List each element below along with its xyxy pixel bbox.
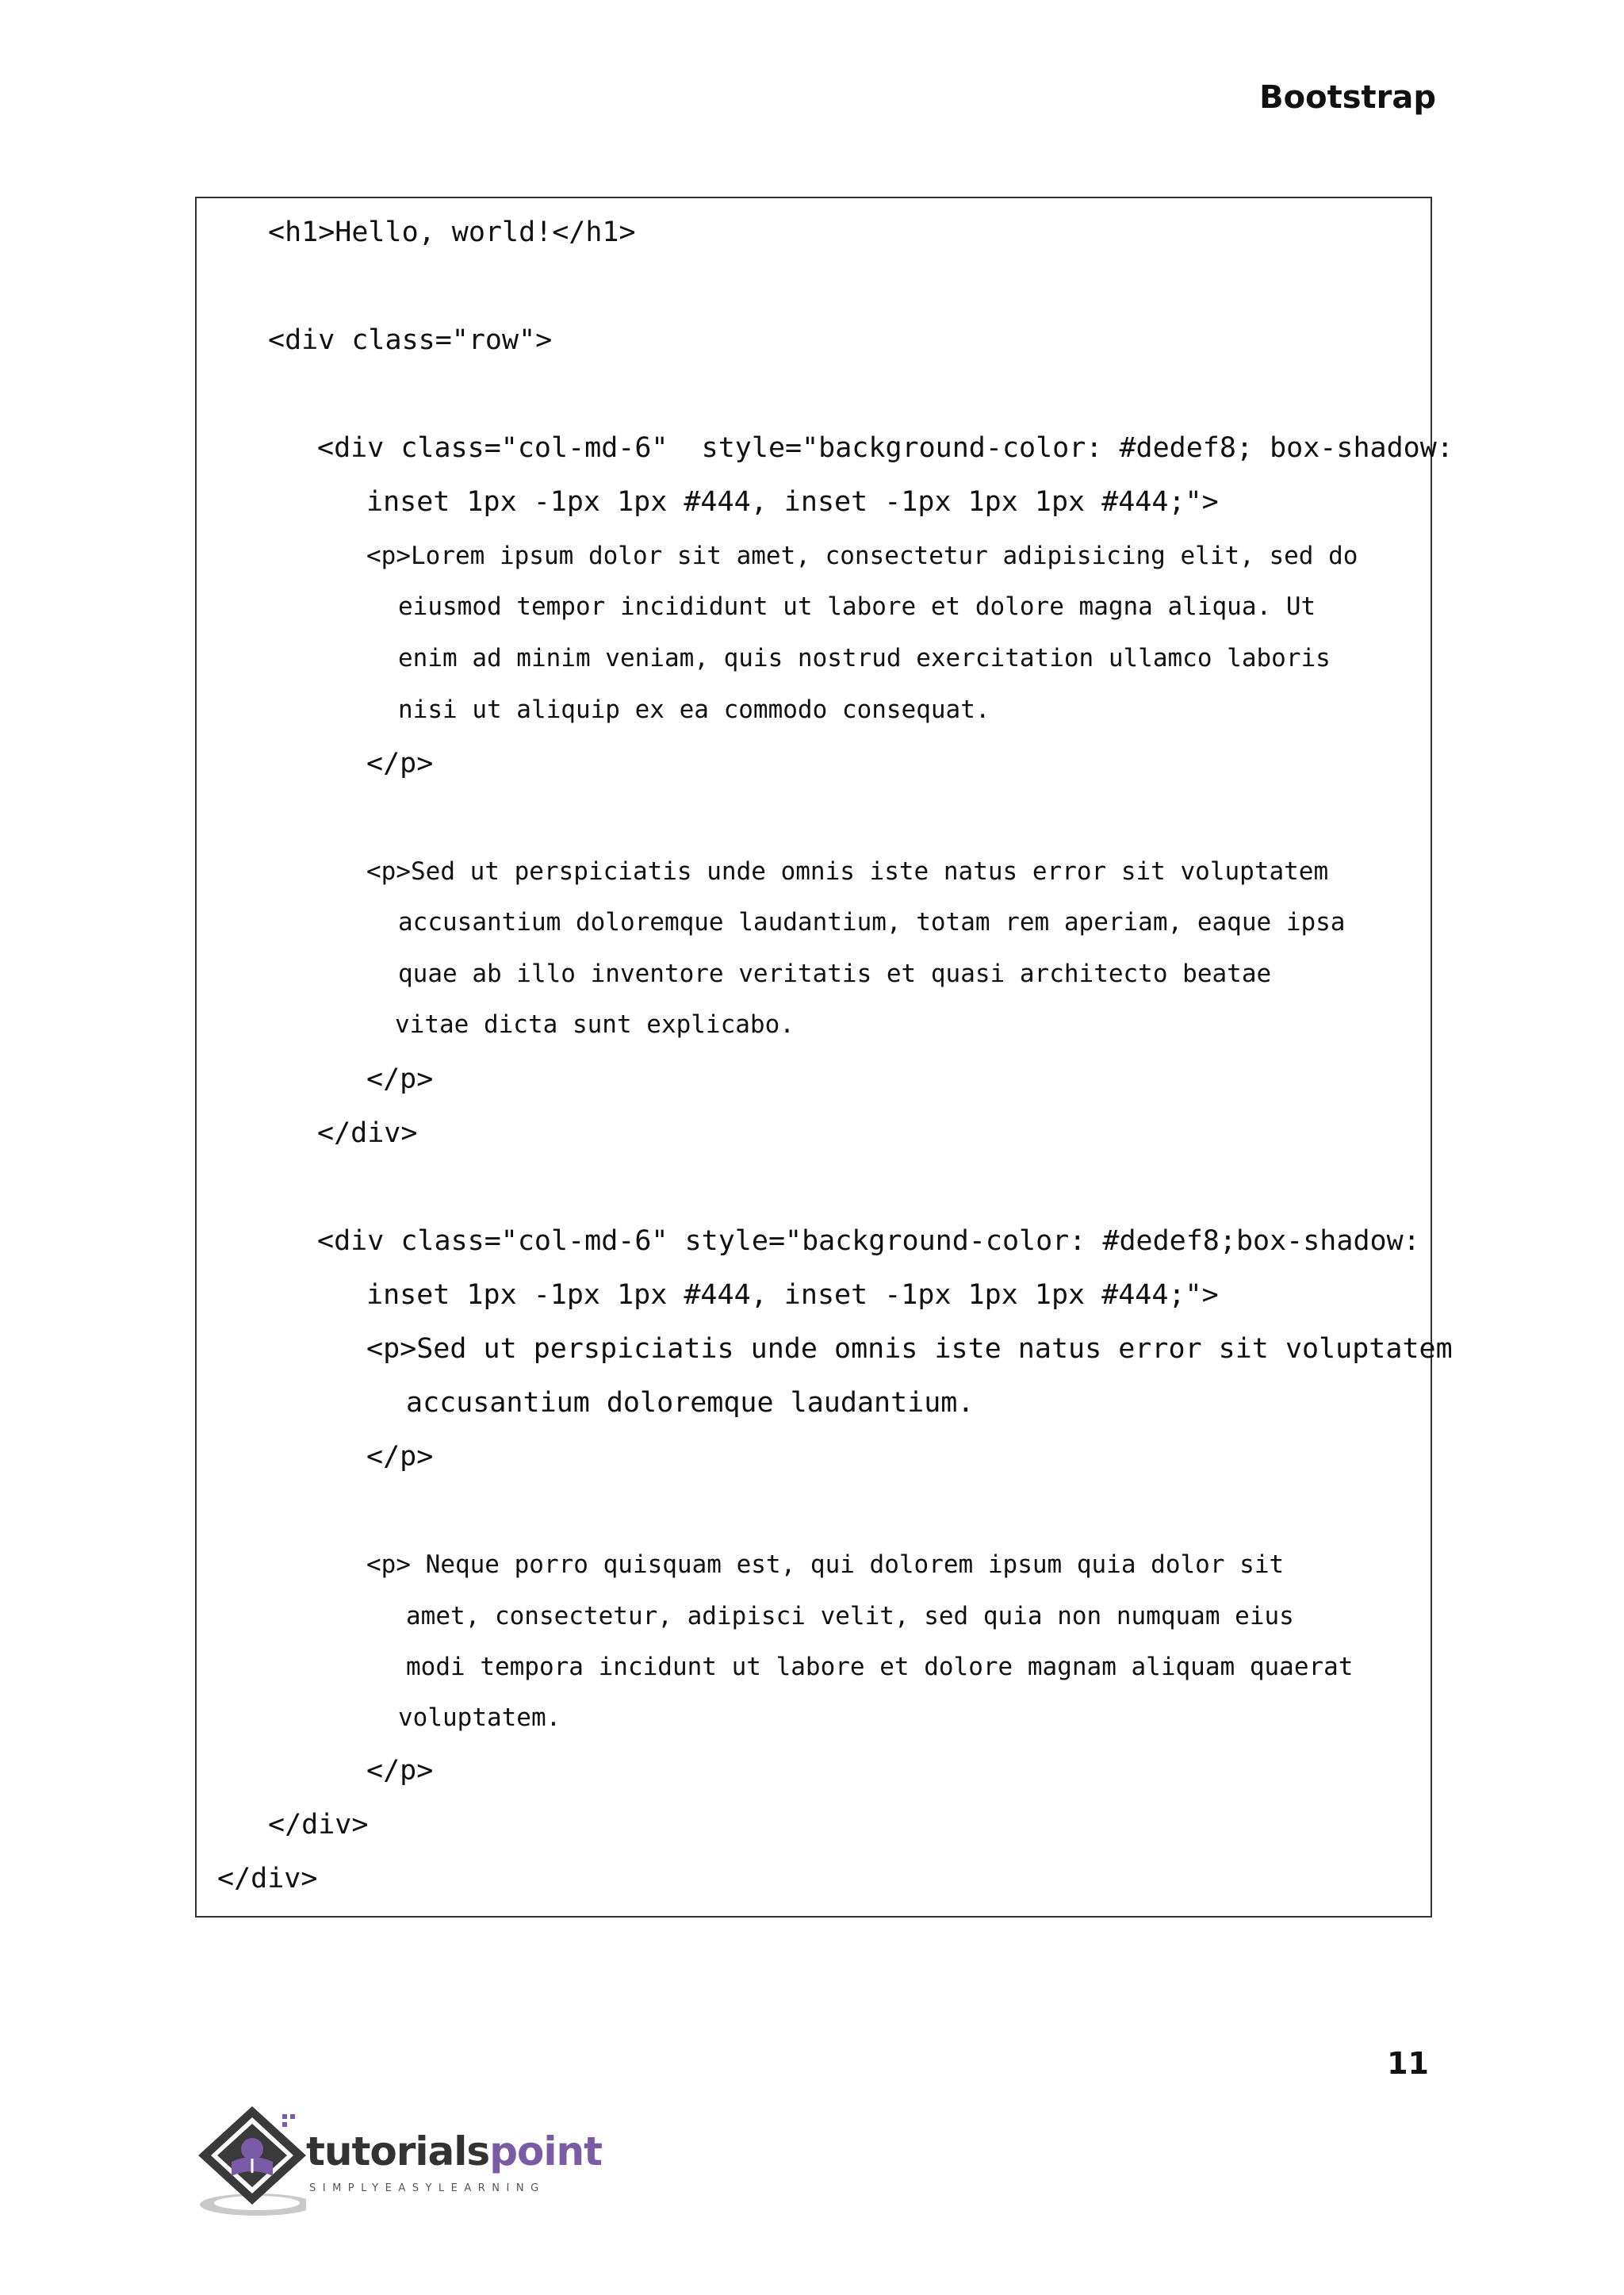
code-line: </div> bbox=[317, 1117, 418, 1149]
logo-emblem-icon bbox=[195, 2100, 306, 2220]
logo-word-tutorials: tutorials bbox=[306, 2128, 490, 2174]
code-line: vitae dicta sunt explicabo. bbox=[395, 1010, 795, 1039]
code-line: inset 1px -1px 1px #444, inset -1px 1px 1px #444;"> bbox=[366, 1279, 1219, 1311]
code-line: </p> bbox=[366, 748, 434, 780]
code-line: accusantium doloremque laudantium. bbox=[406, 1387, 975, 1419]
code-block bbox=[195, 197, 1454, 1918]
code-line: <div class="col-md-6" style="background-color: #dedef8;box-shadow: bbox=[317, 1225, 1420, 1257]
code-line: </p> bbox=[366, 1063, 434, 1095]
tutorialspoint-logo bbox=[195, 2100, 602, 2220]
code-line: <div class="row"> bbox=[268, 324, 553, 356]
code-line: quae ab illo inventore veritatis et quasi architecto beatae bbox=[398, 960, 1272, 988]
code-line: accusantium doloremque laudantium, totam rem aperiam, eaque ipsa bbox=[398, 908, 1346, 937]
code-line: <p>Lorem ipsum dolor sit amet, consectetur adipisicing elit, sed do bbox=[366, 542, 1358, 570]
code-line: </p> bbox=[366, 1441, 434, 1473]
code-line: </div> bbox=[268, 1809, 369, 1841]
logo-wordmark bbox=[306, 2128, 602, 2174]
code-line: inset 1px -1px 1px #444, inset -1px 1px 1px #444;"> bbox=[366, 486, 1219, 518]
code-line: <div class="col-md-6" style="background-color: #dedef8; box-shadow: bbox=[317, 432, 1454, 464]
code-line: <p>Sed ut perspiciatis unde omnis iste natus error sit voluptatem bbox=[366, 1333, 1453, 1365]
page-header-title: Bootstrap bbox=[1259, 79, 1436, 116]
code-line: voluptatem. bbox=[398, 1703, 561, 1732]
code-line: enim ad minim veniam, quis nostrud exercitation ullamco laboris bbox=[398, 644, 1331, 672]
page-number: 11 bbox=[1387, 2046, 1429, 2081]
code-line: <p>Sed ut perspiciatis unde omnis iste natus error sit voluptatem bbox=[366, 857, 1329, 886]
code-line: eiusmod tempor incididunt ut labore et dolore magna aliqua. Ut bbox=[398, 592, 1316, 621]
code-line: amet, consectetur, adipisci velit, sed quia non numquam eius bbox=[406, 1602, 1294, 1630]
logo-tagline: SIMPLYEASYLEARNING bbox=[309, 2182, 546, 2194]
code-line: </div> bbox=[217, 1863, 318, 1895]
code-line: <h1>Hello, world!</h1> bbox=[268, 216, 636, 248]
logo-word-point: point bbox=[489, 2128, 602, 2174]
code-line: <p> Neque porro quisquam est, qui dolorem ipsum quia dolor sit bbox=[366, 1550, 1285, 1579]
code-line: modi tempora incidunt ut labore et dolore magnam aliquam quaerat bbox=[406, 1653, 1354, 1681]
code-line: </p> bbox=[366, 1755, 434, 1787]
code-line: nisi ut aliquip ex ea commodo consequat. bbox=[398, 695, 990, 724]
